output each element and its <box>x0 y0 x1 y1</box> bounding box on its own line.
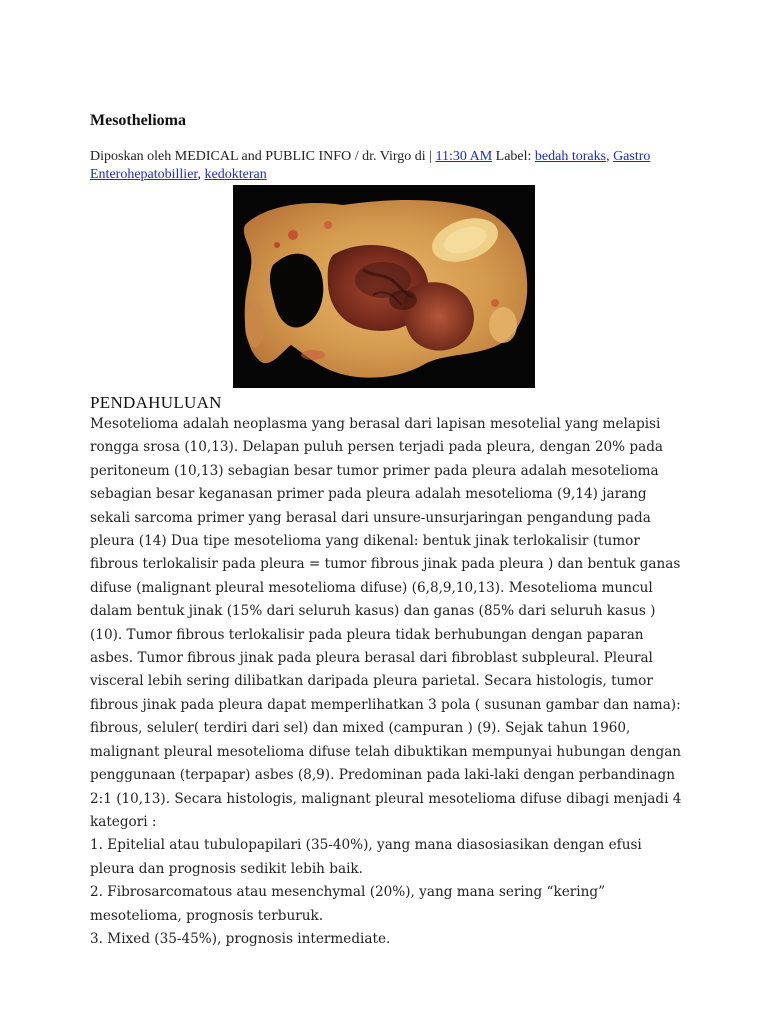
label-link-bedah-toraks[interactable]: bedah toraks <box>534 149 607 164</box>
label-link-kedokteran[interactable]: kedokteran <box>204 167 267 182</box>
post-title: Mesothelioma <box>90 112 186 129</box>
section-heading-pendahuluan: PENDAHULUAN <box>90 393 222 412</box>
posted-by-text: Diposkan oleh MEDICAL and PUBLIC INFO / dr. Virgo di | <box>90 149 436 164</box>
label-link-gastro[interactable]: Gastro Enterohepatobillier <box>90 149 651 182</box>
list-item-3: 3. Mixed (35-45%), prognosis intermediate. <box>90 930 391 947</box>
post-meta: Diposkan oleh MEDICAL and PUBLIC INFO / dr. Virgo di | 11:30 AM Label: bedah toraks, Gastro Enterohepatobillier, kedokteran <box>90 149 651 182</box>
intro-paragraph: Mesotelioma adalah neoplasma yang berasal dari lapisan mesotelial yang melapisi rongga srosa (10,13). Delapan puluh persen terjadi pada pleura, dengan 20% pada peritoneum (10,13) sebagian besar tumor primer pada pleura adalah mesotelioma sebagian besar keganasan primer pada pleura adalah mesotelioma (9,14) jarang sekali sarcoma primer yang berasal dari unsure-unsurjaringan pengandung pada pleura (14) Dua tipe mesotelioma yang dikenal: bentuk jinak terlokalisir (tumor fibrous terlokalisir pada pleura = tumor fibrous jinak pada pleura ) dan bentuk ganas difuse (malignant pleural mesotelioma difuse) (6,8,9,10,13). Mesotelioma muncul dalam bentuk jinak (15% dari seluruh kasus) dan ganas (85% dari seluruh kasus ) (10). Tumor fibrous terlokalisir pada pleura tidak berhubungan dengan paparan asbes. Tumor fibrous jinak pada pleura berasal dari fibroblast subpleural. Pleural visceral lebih sering dilibatkan daripada pleura parietal. Secara histologis, tumor fibrous jinak pada pleura dapat memperlihatkan 3 pola ( susunan gambar dan nama): fibrous, seluler( terdiri dari sel) dan mixed (campuran ) (9). Sejak tahun 1960, malignant pleural mesotelioma difuse telah dibuktikan mempunyai hubungan dengan penggunaan (terpapar) asbes (8,9). Predominan pada laki-laki dengan perbandinagn 2:1 (10,13). Secara histologis, malignant pleural mesotelioma difuse dibagi menjadi 4 kategori : <box>90 416 682 830</box>
label-prefix-text: Label: <box>492 149 535 164</box>
list-item-2: 2. Fibrosarcomatous atau mesenchymal (20%), yang mana sering “kering” mesotelioma, prognosis terburuk. <box>90 884 606 924</box>
post-time-link[interactable]: 11:30 AM <box>435 149 493 164</box>
list-item-1: 1. Epitelial atau tubulopapilari (35-40%), yang mana diasosiasikan dengan efusi pleura dan prognosis sedikit lebih baik. <box>90 837 642 877</box>
article-body <box>90 413 690 951</box>
specimen-photo <box>233 185 535 388</box>
